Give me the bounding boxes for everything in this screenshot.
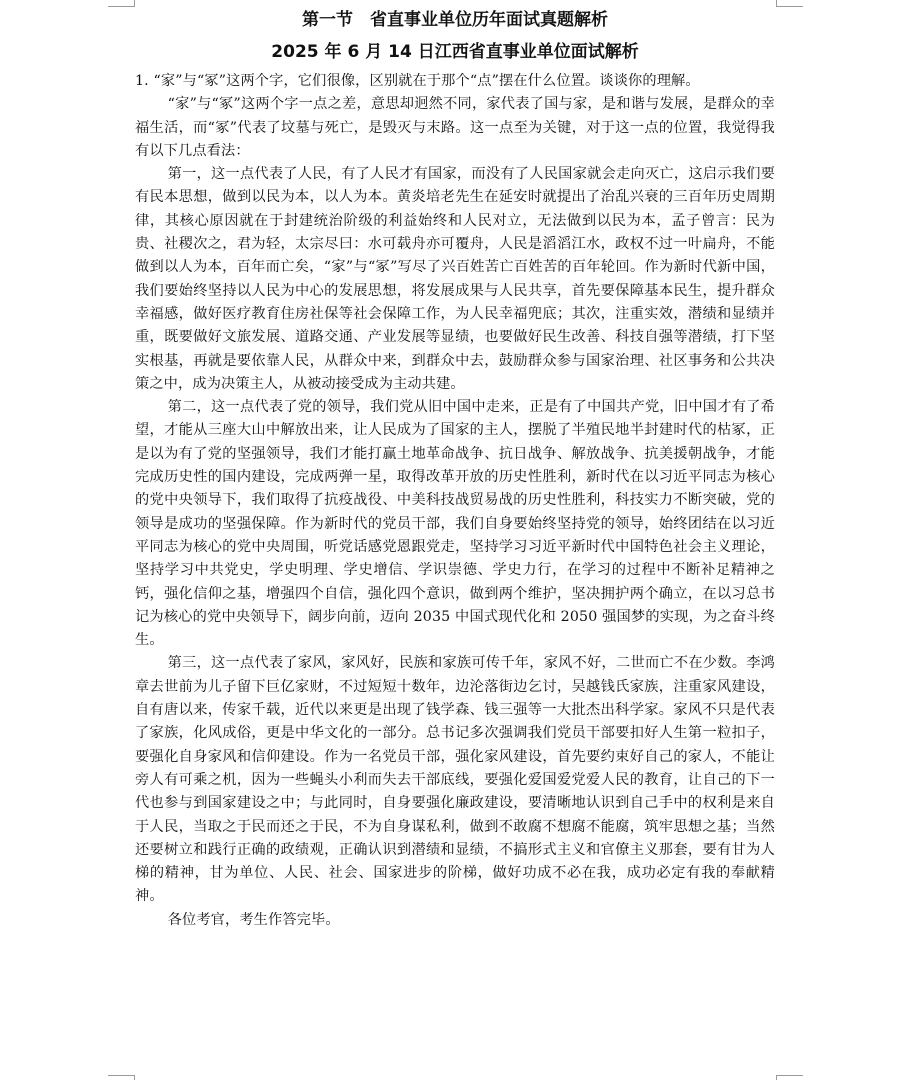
- crop-mark-bottom-left: [108, 1075, 134, 1076]
- answer-point-1: 第一，这一点代表了人民，有了人民才有国家，而没有了人民国家就会走向灭亡，这启示我们要有民本思想，做到以民为本，以人为本。黄炎培老先生在延安时就提出了治乱兴衰的三百年历史周期律，其核心原因就在于封建统治阶级的利益始终和人民对立，无法做到以民为本，孟子曾言：民为贵、社稷次之，君为轻，太宗尽曰：水可载舟亦可覆舟，人民是滔滔江水，政权不过一叶扁舟，不能做到以人为本，百年而亡矣，“家”与“冢”写尽了兴百姓苦亡百姓苦的百年轮回。作为新时代新中国，我们要始终坚持以人民为中心的发展思想，将发展成果与人民共享，首先要保障基本民生，提升群众幸福感，做好医疗教育住房社保等社会保障工作，为人民幸福兜底；其次，注重实效，潜绩和显绩并重，既要做好文旅发展、道路交通、产业发展等显绩，也要做好民生改善、科技自强等潜绩，打下坚实根基，再就是要依靠人民，从群众中来，到群众中去，鼓励群众参与国家治理、社区事务和公共决策之中，成为决策主人，从被动接受成为主动共建。: [135, 166, 775, 392]
- answer-point-2: 第二，这一点代表了党的领导，我们党从旧中国中走来，正是有了中国共产党，旧中国才有了希望，才能从三座大山中解放出来，让人民成为了国家的主人，摆脱了半殖民地半封建时代的枯冢，正是以为有了党的坚强领导，我们才能打赢土地革命战争、抗日战争、解放战争、抗美援朝战争，才能完成历史性的国内建设，完成两弹一星，取得改革开放的历史性胜利，新时代在以习近平同志为核心的党中央领导下，我们取得了抗疫战役、中美科技战贸易战的历史性胜利，科技实力不断突破，党的领导是成功的坚强保障。作为新时代的党员干部，我们自身要始终坚持党的领导，始终团结在以习近平同志为核心的党中央周围，听党话感党恩跟党走，坚持学习习近平新时代中国特色社会主义理论，坚持学习中共党史，学史明理、学史增信、学识崇德、学史力行，在学习的过程中不断补足精神之钙，强化信仰之基，增强四个自信，强化四个意识，做到两个维护，坚决拥护两个确立，在以习总书记为核心的党中央领导下，阔步向前，迈向 2035 中国式现代化和 2050 强国梦的实现，为之奋斗终生。: [135, 399, 775, 649]
- crop-mark-top-right: [777, 6, 803, 7]
- answer-intro: “家”与“冢”这两个字一点之差，意思却迥然不同，家代表了国与家，是和谐与发展，是群众的幸福生活，而“冢”代表了坟墓与死亡，是毁灭与末路。这一点至为关键，对于这一点的位置，我觉得我有以下几点看法：: [135, 96, 775, 159]
- crop-mark-bottom-right: [777, 1075, 803, 1076]
- exam-subtitle: 2025 年 6 月 14 日江西省直事业单位面试解析: [271, 42, 639, 62]
- crop-mark-top-left: [108, 6, 134, 7]
- answer-point-3: 第三，这一点代表了家风，家风好，民族和家族可传千年，家风不好，二世而亡不在少数。李鸿章去世前为儿子留下巨亿家财，不过短短十数年，边沦落街边乞讨，吴越钱氏家族，注重家风建设，自有唐以来，传家千载，近代以来更是出现了钱学森、钱三强等一大批杰出科学家。家风不只是代表了家族，化风成俗，更是中华文化的一部分。总书记多次强调我们党员干部要扣好人生第一粒扣子，要强化自身家风和信仰建设。作为一名党员干部，强化家风建设，首先要约束好自己的家人，不能让旁人有可乘之机，因为一些蝇头小利而失去干部底线，要强化爱国爱党爱人民的教育，让自己的下一代也参与到国家建设之中；与此同时，自身要强化廉政建设，要清晰地认识到自己手中的权利是来自于人民，当取之于民而还之于民，不为自身谋私利，做到不敢腐不想腐不能腐，筑牢思想之基；当然还要树立和践行正确的政绩观，正确认识到潜绩和显绩，不搞形式主义和官僚主义那套，要有甘为人梯的精神，甘为单位、人民、社会、国家进步的阶梯，做好功成不必在我，成功必定有我的奉献精神。: [135, 655, 775, 905]
- document-page: [135, 6, 775, 932]
- crop-mark-top-right-vertical: [776, 0, 777, 7]
- crop-mark-bottom-right-vertical: [776, 1075, 777, 1080]
- crop-mark-bottom-left-vertical: [134, 1075, 135, 1080]
- answer-closing: 各位考官，考生作答完毕。: [167, 911, 340, 928]
- question-text: 1. “家”与“冢”这两个字，它们很像，区别就在于那个“点”摆在什么位置。谈谈你的理解。: [135, 73, 700, 89]
- section-title: 第一节 省直事业单位历年面试真题解析: [302, 10, 608, 30]
